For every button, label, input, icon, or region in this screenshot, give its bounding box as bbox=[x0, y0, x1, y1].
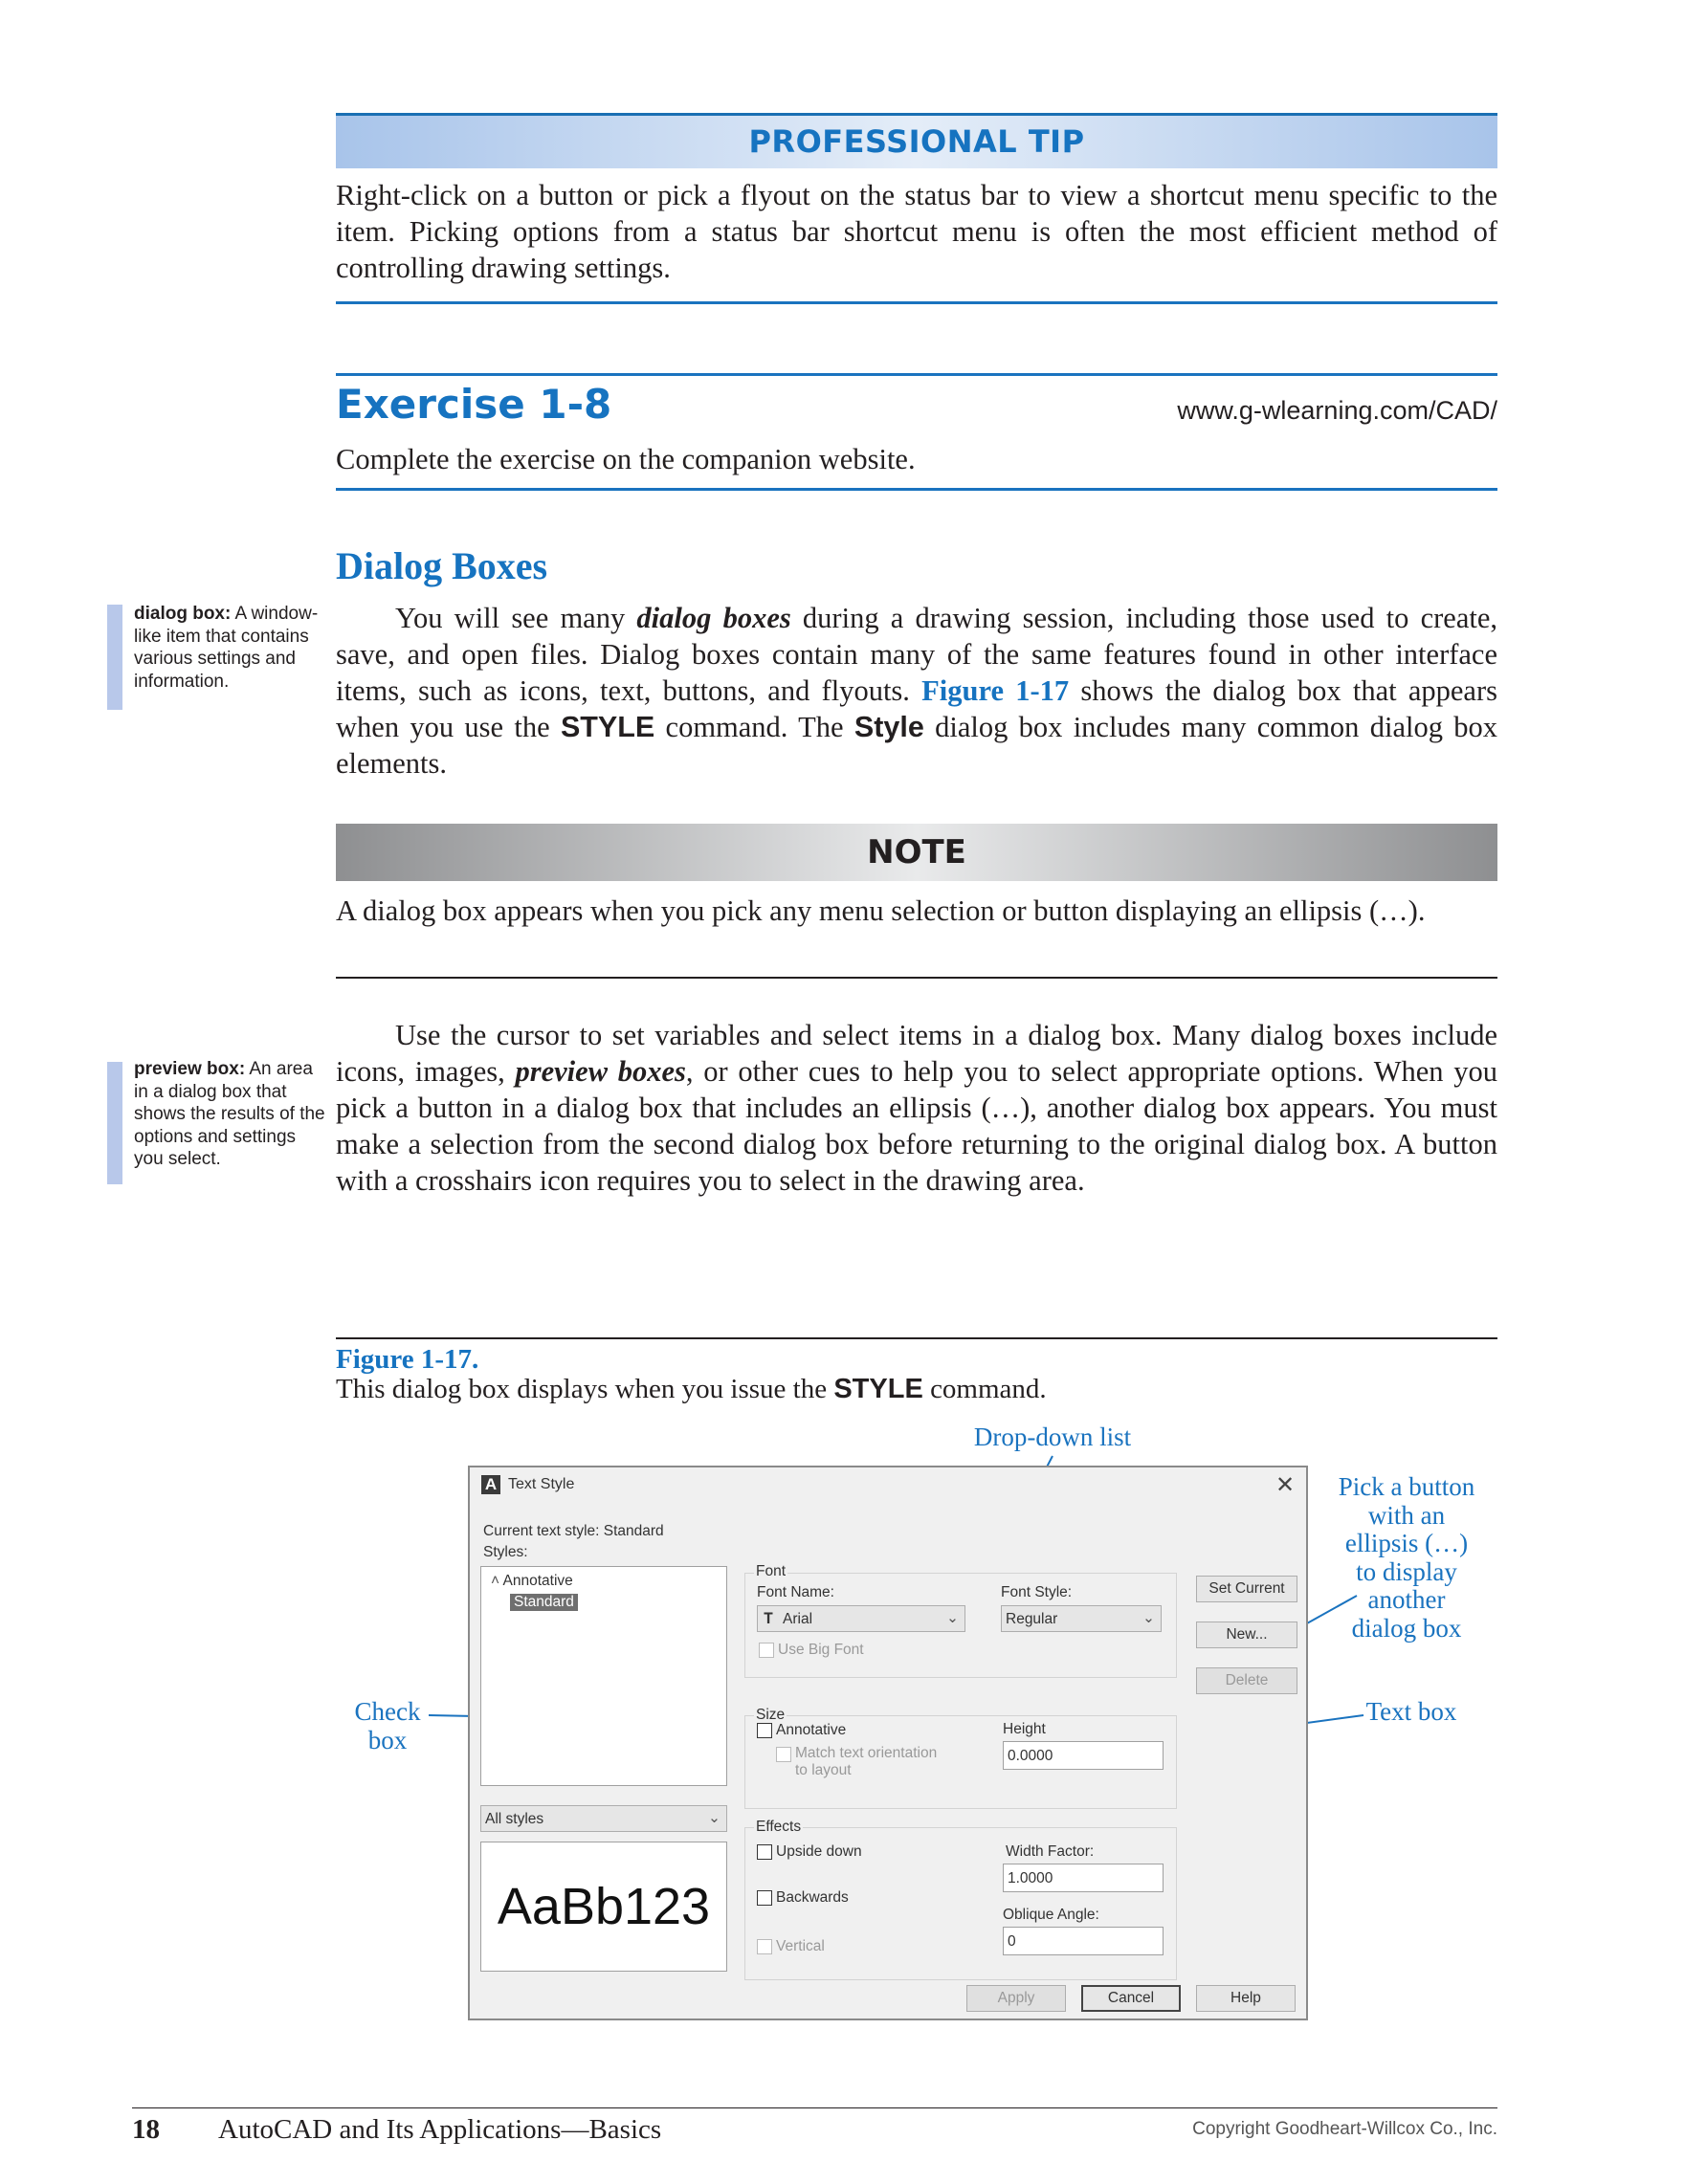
new-button[interactable]: New... bbox=[1196, 1621, 1297, 1648]
professional-tip-heading: PROFESSIONAL TIP bbox=[336, 113, 1497, 168]
oblique-angle-label: Oblique Angle: bbox=[1003, 1907, 1099, 1923]
chevron-down-icon: ⌄ bbox=[1142, 1610, 1155, 1626]
copyright: Copyright Goodheart-Willcox Co., Inc. bbox=[1192, 2119, 1497, 2139]
paragraph-preview-boxes: Use the cursor to set variables and select items in a dialog box. Many dialog boxes include icons, images, preview boxes, or other cues to help you to select appropriate options. When you pick a button in a dialog box that includes an ellipsis (…), another dialog box appears. You must make a selection from the second dialog box before returning to the original dialog box. A button with a crosshairs icon requires you to select in the drawing area. bbox=[336, 1019, 1497, 1197]
chevron-down-icon: ⌄ bbox=[946, 1610, 959, 1626]
size-group-label: Size bbox=[756, 1707, 786, 1723]
font-name-label: Font Name: bbox=[757, 1584, 834, 1600]
effects-group-label: Effects bbox=[756, 1819, 802, 1835]
cancel-button[interactable]: Cancel bbox=[1081, 1985, 1181, 2012]
callout-dropdown-list: Drop-down list bbox=[973, 1423, 1132, 1451]
width-factor-textbox[interactable] bbox=[1003, 1864, 1164, 1892]
truetype-icon: 𝐓 bbox=[764, 1611, 773, 1627]
page-number: 18 bbox=[132, 2114, 160, 2145]
set-current-button[interactable]: Set Current bbox=[1196, 1576, 1297, 1602]
font-style-label: Font Style: bbox=[1001, 1584, 1073, 1600]
book-title: AutoCAD and Its Applications—Basics bbox=[218, 2114, 662, 2145]
annotative-checkbox[interactable] bbox=[757, 1723, 772, 1738]
font-group-label: Font bbox=[756, 1563, 787, 1579]
callout-text-box: Text box bbox=[1365, 1697, 1457, 1726]
height-textbox[interactable] bbox=[1003, 1741, 1164, 1770]
match-orientation-checkbox[interactable] bbox=[776, 1747, 791, 1762]
exercise-text: Complete the exercise on the companion website. bbox=[336, 443, 916, 475]
vertical-checkbox[interactable] bbox=[757, 1939, 772, 1954]
figure-caption: This dialog box displays when you issue the STYLE command. bbox=[336, 1374, 1047, 1404]
font-style-dropdown[interactable] bbox=[1001, 1605, 1162, 1632]
margin-note-preview-box: preview box: An area in a dialog box that shows the results of the options and settings you select. bbox=[134, 1059, 325, 1169]
font-name-dropdown[interactable] bbox=[757, 1605, 965, 1632]
autocad-logo-icon: A bbox=[481, 1475, 500, 1494]
width-factor-value: 1.0000 bbox=[1008, 1870, 1053, 1886]
match-orientation-label: Match text orientation to layout bbox=[795, 1745, 938, 1778]
preview-text: AaBb123 bbox=[497, 1878, 711, 1935]
help-button[interactable]: Help bbox=[1196, 1985, 1296, 2012]
use-big-font-label: Use Big Font bbox=[778, 1642, 864, 1658]
use-big-font-checkbox[interactable] bbox=[759, 1643, 774, 1658]
styles-filter-dropdown[interactable] bbox=[480, 1805, 727, 1832]
exercise-title: Exercise 1-8 bbox=[336, 381, 612, 428]
upside-down-label: Upside down bbox=[776, 1843, 862, 1860]
filter-value: All styles bbox=[485, 1811, 544, 1827]
dialog-title: Text Style bbox=[508, 1476, 575, 1492]
note-text: A dialog box appears when you pick any menu selection or button displaying an ellipsis (…). bbox=[336, 894, 1426, 927]
apply-button[interactable]: Apply bbox=[966, 1985, 1066, 2012]
width-factor-label: Width Factor: bbox=[1006, 1843, 1095, 1860]
height-value: 0.0000 bbox=[1008, 1748, 1053, 1764]
backwards-checkbox[interactable] bbox=[757, 1890, 772, 1906]
footer-rule bbox=[132, 2107, 1497, 2108]
font-name-value: Arial bbox=[783, 1611, 813, 1627]
chevron-down-icon: ⌄ bbox=[708, 1810, 720, 1826]
professional-tip-text: Right-click on a button or pick a flyout on the status bar to view a shortcut menu specific to the item. Picking options from a status bar shortcut menu is often the most efficient method of controlling drawing settings. bbox=[336, 179, 1497, 284]
list-item-selected[interactable]: Standard bbox=[510, 1594, 578, 1611]
annotative-icon: ˄ bbox=[491, 1573, 500, 1589]
backwards-label: Backwards bbox=[776, 1889, 849, 1906]
callout-ellipsis-button: Pick a button with an ellipsis (…) to display another dialog box bbox=[1338, 1472, 1475, 1643]
oblique-angle-textbox[interactable] bbox=[1003, 1927, 1164, 1955]
preview-box bbox=[480, 1842, 727, 1972]
figure-reference-link[interactable]: Figure 1-17 bbox=[921, 674, 1070, 707]
figure-label: Figure 1-17. bbox=[336, 1344, 479, 1375]
text-style-dialog bbox=[468, 1466, 1308, 2020]
font-style-value: Regular bbox=[1006, 1611, 1058, 1627]
annotative-label: Annotative bbox=[776, 1722, 847, 1738]
close-icon[interactable]: ✕ bbox=[1275, 1472, 1296, 1498]
vertical-label: Vertical bbox=[776, 1938, 825, 1954]
styles-list[interactable] bbox=[480, 1566, 727, 1786]
list-item[interactable]: ˄ Annotative bbox=[491, 1573, 573, 1589]
delete-button[interactable]: Delete bbox=[1196, 1667, 1297, 1694]
margin-note-dialog-box: dialog box: A window-like item that contains various settings and information. bbox=[134, 604, 319, 692]
height-label: Height bbox=[1003, 1721, 1046, 1737]
paragraph-dialog-boxes: You will see many dialog boxes during a drawing session, including those used to create, save, and open files. Dialog boxes contain many of the same features found in other interface items, such as icons, text, buttons, and flyouts. Figure 1-17 shows the dialog box that appears when you use the STYLE command. The Style dialog box includes many common dialog box elements. bbox=[336, 602, 1498, 780]
styles-label: Styles: bbox=[483, 1544, 528, 1560]
current-style-label: Current text style: Standard bbox=[483, 1523, 664, 1539]
section-heading: Dialog Boxes bbox=[336, 544, 548, 587]
exercise-url[interactable]: www.g-wlearning.com/CAD/ bbox=[1177, 396, 1497, 425]
callout-check-box: Check box bbox=[354, 1697, 421, 1754]
upside-down-checkbox[interactable] bbox=[757, 1844, 772, 1860]
note-heading: NOTE bbox=[336, 824, 1497, 881]
oblique-angle-value: 0 bbox=[1008, 1933, 1016, 1950]
